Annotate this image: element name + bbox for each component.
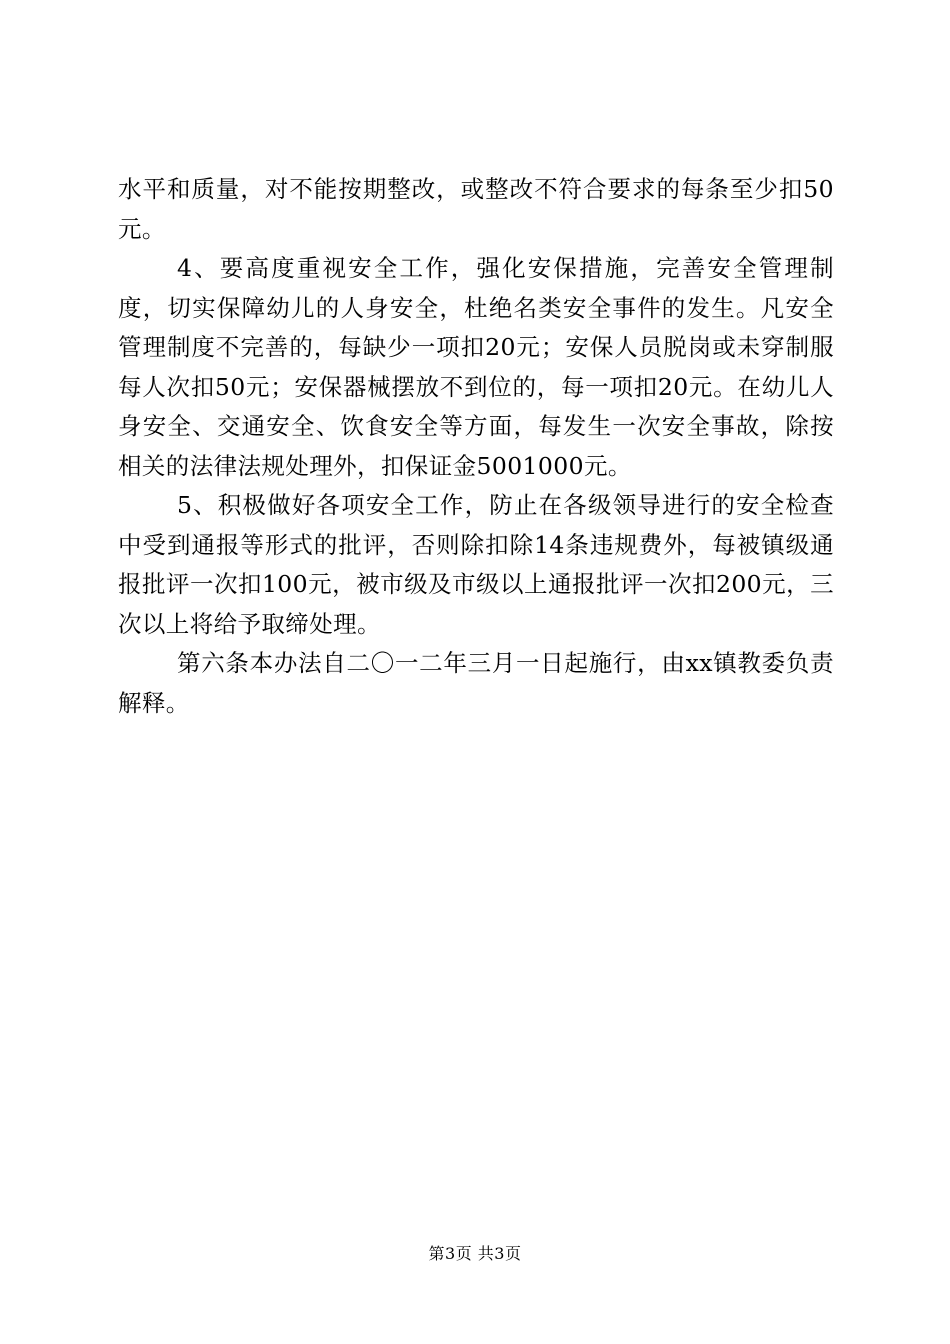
- paragraph-continuation: 水平和质量，对不能按期整改，或整改不符合要求的每条至少扣50元。: [118, 175, 834, 243]
- document-body: [118, 170, 834, 723]
- paragraph-article-6: 第六条本办法自二〇一二年三月一日起施行，由xx镇教委负责解释。: [118, 649, 834, 717]
- paragraph-item-4: 4、要高度重视安全工作，强化安保措施，完善安全管理制度，切实保障幼儿的人身安全，杜绝名类安全事件的发生。凡安全管理制度不完善的，每缺少一项扣20元；安保人员脱岗或未穿制服每人次扣50元；安保器械摆放不到位的，每一项扣20元。在幼儿人身安全、交通安全、饮食安全等方面，每发生一次安全事故，除按相关的法律法规处理外，扣保证金5001000元。: [118, 254, 834, 480]
- paragraph-item-5: 5、积极做好各项安全工作，防止在各级领导进行的安全检查中受到通报等形式的批评，否则除扣除14条违规费外，每被镇级通报批评一次扣100元，被市级及市级以上通报批评一次扣200元，三次以上将给予取缔处理。: [118, 491, 834, 638]
- page-number-footer: 第3页 共3页: [428, 1244, 522, 1263]
